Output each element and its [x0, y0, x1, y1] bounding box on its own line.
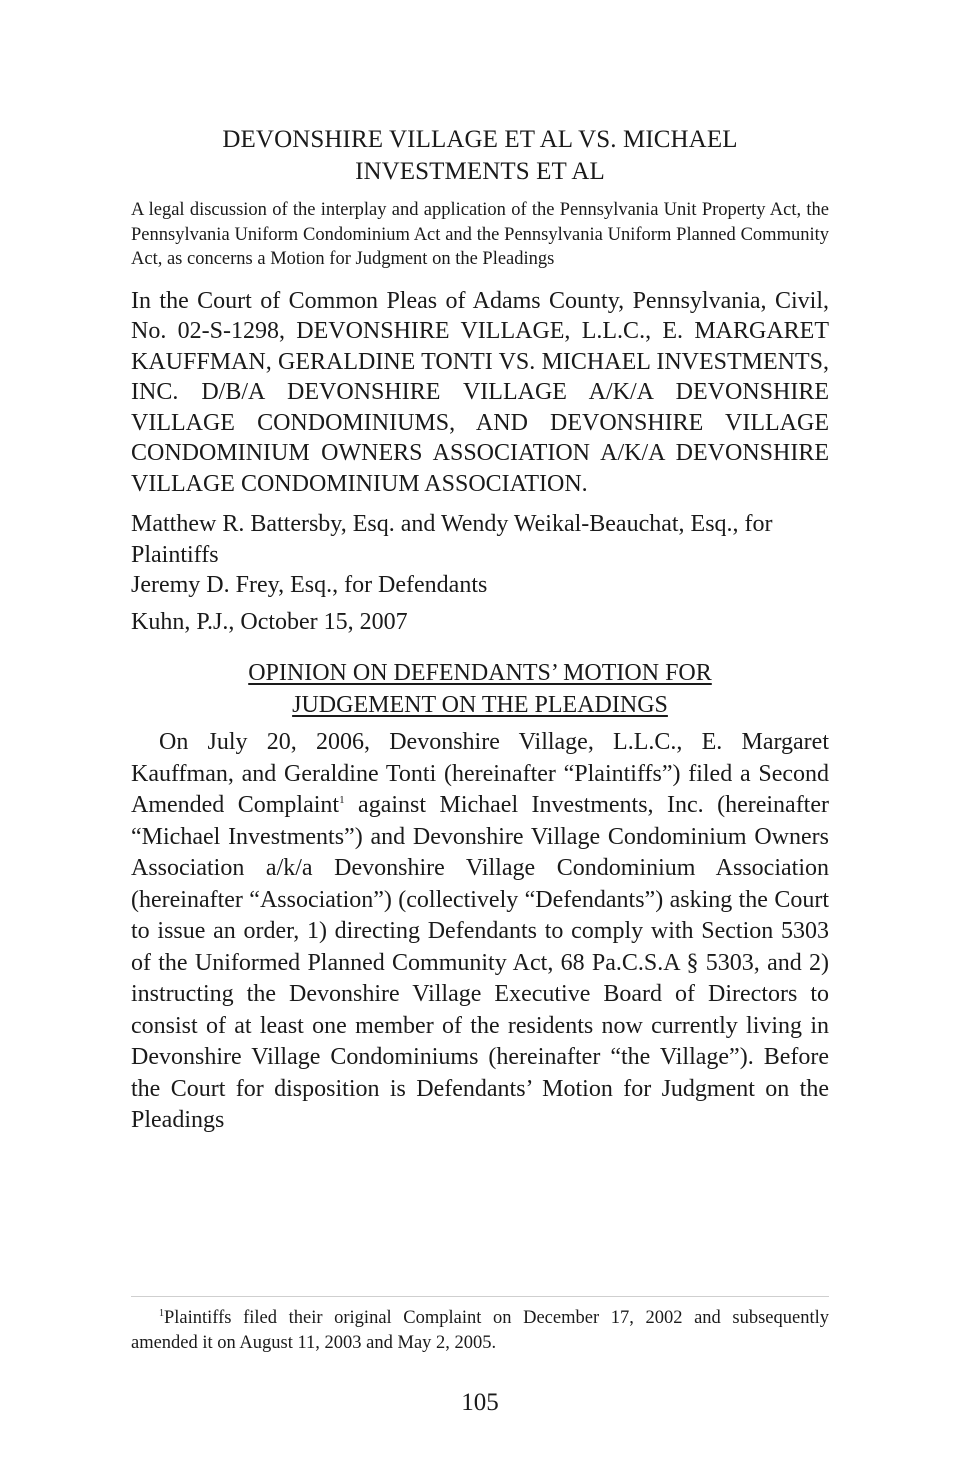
- opinion-heading-line1: OPINION ON DEFENDANTS’ MOTION FOR: [248, 660, 712, 686]
- page-number: 105: [461, 1389, 499, 1416]
- opinion-heading: [131, 657, 829, 721]
- footnote-text: Plaintiffs filed their original Complaint on December 17, 2002 and subsequently amended it on August 11, 2003 and May 2, 2005.: [131, 1308, 829, 1353]
- counsel-plaintiffs: Matthew R. Battersby, Esq. and Wendy Weikal-Beauchat, Esq., for Plaintiffs: [131, 511, 773, 568]
- case-title-line1: DEVONSHIRE VILLAGE ET AL VS. MICHAEL: [222, 126, 738, 153]
- counsel-block: [131, 509, 829, 601]
- footnote-reference[interactable]: 1: [339, 794, 345, 806]
- opinion-heading-line2: JUDGEMENT ON THE PLEADINGS: [292, 692, 668, 718]
- footnote: [131, 1306, 829, 1356]
- opinion-paragraph: [131, 727, 829, 1137]
- case-summary: A legal discussion of the interplay and application of the Pennsylvania Unit Property Act, the Pennsylvania Uniform Condominium Act and the Pennsylvania Uniform Planned Community Act, as concerns a Motion for Judgment on the Pleadings: [131, 200, 829, 269]
- case-caption: In the Court of Common Pleas of Adams County, Pennsylvania, Civil, No. 02-S-1298, DEVONSHIRE VILLAGE, L.L.C., E. MARGARET KAUFFMAN, GERALDINE TONTI VS. MICHAEL INVESTMENTS, INC. D/B/A DEVONSHIRE VILLAGE A/K/A DEVONSHIRE VILLAGE CONDOMINIUMS, AND DEVONSHIRE VILLAGE CONDOMINIUM OWNERS ASSOCIATION A/K/A DEVONSHIRE VILLAGE CONDOMINIUM ASSOCIATION.: [131, 287, 829, 497]
- case-title: [131, 124, 829, 188]
- paragraph-text-part1: On July 20, 2006, Devonshire Village, L.L.C., E. Margaret Kauffman, and Geraldine Tonti (hereinafter “Plaintiffs”) filed a Second Amended Complaint: [131, 729, 829, 818]
- case-title-line2: INVESTMENTS ET AL: [355, 158, 605, 185]
- footnote-divider: [131, 1296, 829, 1297]
- judge-date-line: Kuhn, P.J., October 15, 2007: [131, 608, 408, 635]
- footnote-marker: 1: [159, 1307, 164, 1319]
- paragraph-text-part2: against Michael Investments, Inc. (hereinafter “Michael Investments”) and Devonshire Village Condominium Owners Association a/k/a Devonshire Village Condominium Association (hereinafter “Association”) (collectively “Defendants”) asking the Court to issue an order, 1) directing Defendants to comply with Section 5303 of the Uniformed Planned Community Act, 68 Pa.C.S.A § 5303, and 2) instructing the Devonshire Village Executive Board of Directors to consist of at least one member of the residents now currently living in Devonshire Village Condominiums (hereinafter “the Village”). Before the Court for disposition is Defendants’ Motion for Judgment on the Pleadings: [131, 792, 829, 1133]
- counsel-defendants: Jeremy D. Frey, Esq., for Defendants: [131, 572, 488, 598]
- document-page: [131, 124, 829, 1137]
